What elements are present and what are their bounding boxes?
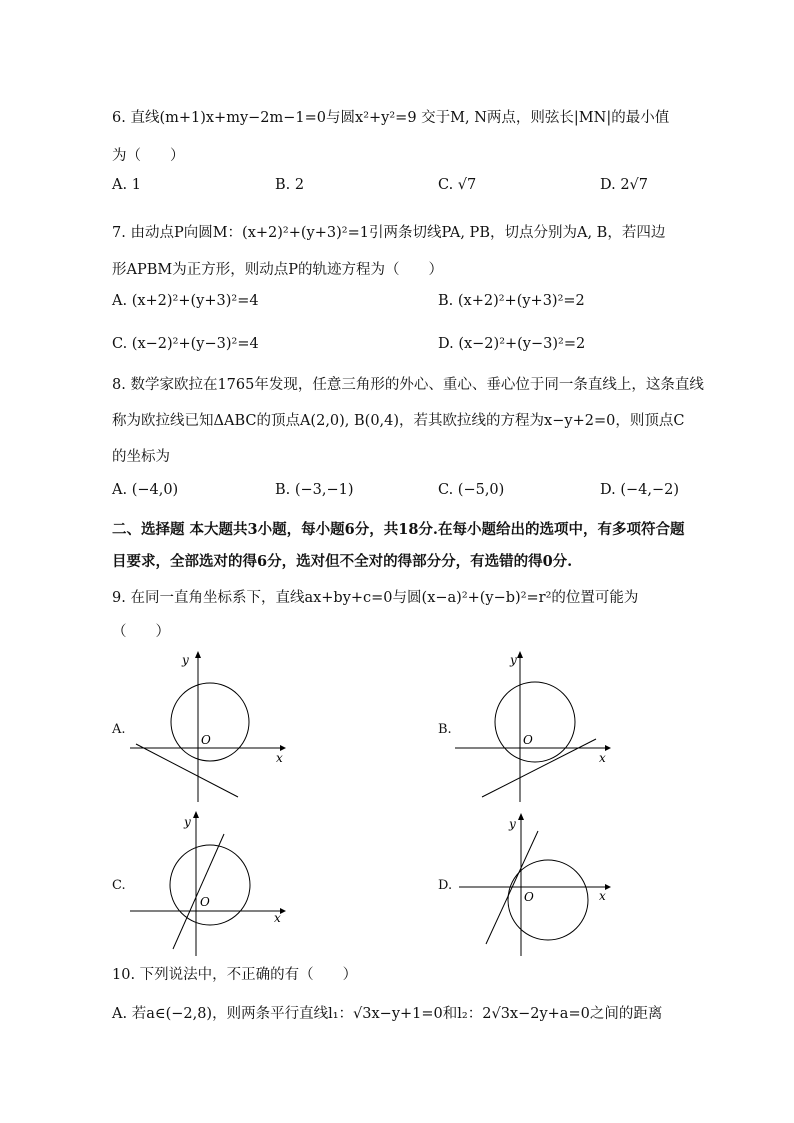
- y-axis-label: y: [510, 653, 517, 667]
- q9-figure-c-label: C.: [112, 878, 126, 893]
- q8-option-d: D. (−4,−2): [600, 482, 679, 498]
- q9-stem: 9. 在同一直角坐标系下，直线ax+by+c=0与圆(x−a)²+(y−b)²=r²的位置可能为: [112, 590, 639, 606]
- q7-option-c: C. (x−2)²+(y−3)²=4: [112, 336, 259, 352]
- origin-label: O: [524, 890, 534, 904]
- x-axis-label: x: [276, 751, 283, 765]
- q7-option-b: B. (x+2)²+(y+3)²=2: [438, 293, 585, 309]
- q10-option-a: A. 若a∈(−2,8)，则两条平行直线l₁：√3x−y+1=0和l₂：2√3x−2y+a=0之间的距离: [112, 1006, 663, 1022]
- x-axis-label: x: [274, 911, 281, 925]
- q7-stem-cont: 形APBM为正方形，则动点P的轨迹方程为（ ）: [112, 262, 443, 278]
- q7-option-a: A. (x+2)²+(y+3)²=4: [112, 293, 259, 309]
- q8-option-a: A. (−4,0): [112, 482, 179, 498]
- q8-stem: 8. 数学家欧拉在1765年发现，任意三角形的外心、重心、垂心位于同一条直线上，这条直线: [112, 377, 704, 393]
- q8-option-b: B. (−3,−1): [275, 482, 354, 498]
- q6-option-b: B. 2: [275, 177, 305, 193]
- q9-figure-b: [455, 650, 615, 809]
- origin-label: O: [201, 733, 211, 747]
- section2-line2: 目要求，全部选对的得6分，选对但不全对的得部分分，有选错的得0分.: [112, 553, 573, 570]
- x-axis-label: x: [599, 751, 606, 765]
- q8-option-c: C. (−5,0): [438, 482, 505, 498]
- q7-stem: 7. 由动点P向圆M：(x+2)²+(y+3)²=1引两条切线PA, PB，切点分别为A, B，若四边: [112, 225, 666, 241]
- q6-option-c: C. √7: [438, 177, 477, 193]
- x-axis-label: x: [599, 889, 606, 903]
- q9-figure-a-label: A.: [112, 722, 126, 737]
- q10-stem: 10. 下列说法中，不正确的有（ ）: [112, 967, 358, 983]
- y-axis-label: y: [509, 817, 516, 831]
- q9-stem-cont: （ ）: [112, 624, 170, 640]
- q6-stem: 6. 直线(m+1)x+my−2m−1=0与圆x²+y²=9 交于M, N两点，则弦长|MN|的最小值: [112, 110, 670, 126]
- section2-line1: 二、选择题 本大题共3小题，每小题6分，共18分.在每小题给出的选项中，有多项符合题: [112, 521, 685, 538]
- q9-figure-c: [130, 810, 290, 964]
- y-axis-label: y: [184, 815, 191, 829]
- q8-stem-cont2: 的坐标为: [112, 449, 170, 465]
- origin-label: O: [200, 895, 210, 909]
- q7-option-d: D. (x−2)²+(y−3)²=2: [438, 336, 586, 352]
- q9-figure-d-label: D.: [438, 878, 453, 893]
- y-axis-label: y: [182, 653, 189, 667]
- q6-option-d: D. 2√7: [600, 177, 649, 193]
- q6-stem-cont: 为（ ）: [112, 148, 185, 164]
- origin-label: O: [523, 733, 533, 747]
- q9-figure-d: [455, 810, 615, 964]
- q9-figure-a: [130, 650, 290, 809]
- q6-option-a: A. 1: [112, 177, 141, 193]
- q9-figure-b-label: B.: [438, 722, 452, 737]
- q8-stem-cont: 称为欧拉线已知ΔABC的顶点A(2,0), B(0,4)，若其欧拉线的方程为x−y+2=0，则顶点C: [112, 413, 685, 429]
